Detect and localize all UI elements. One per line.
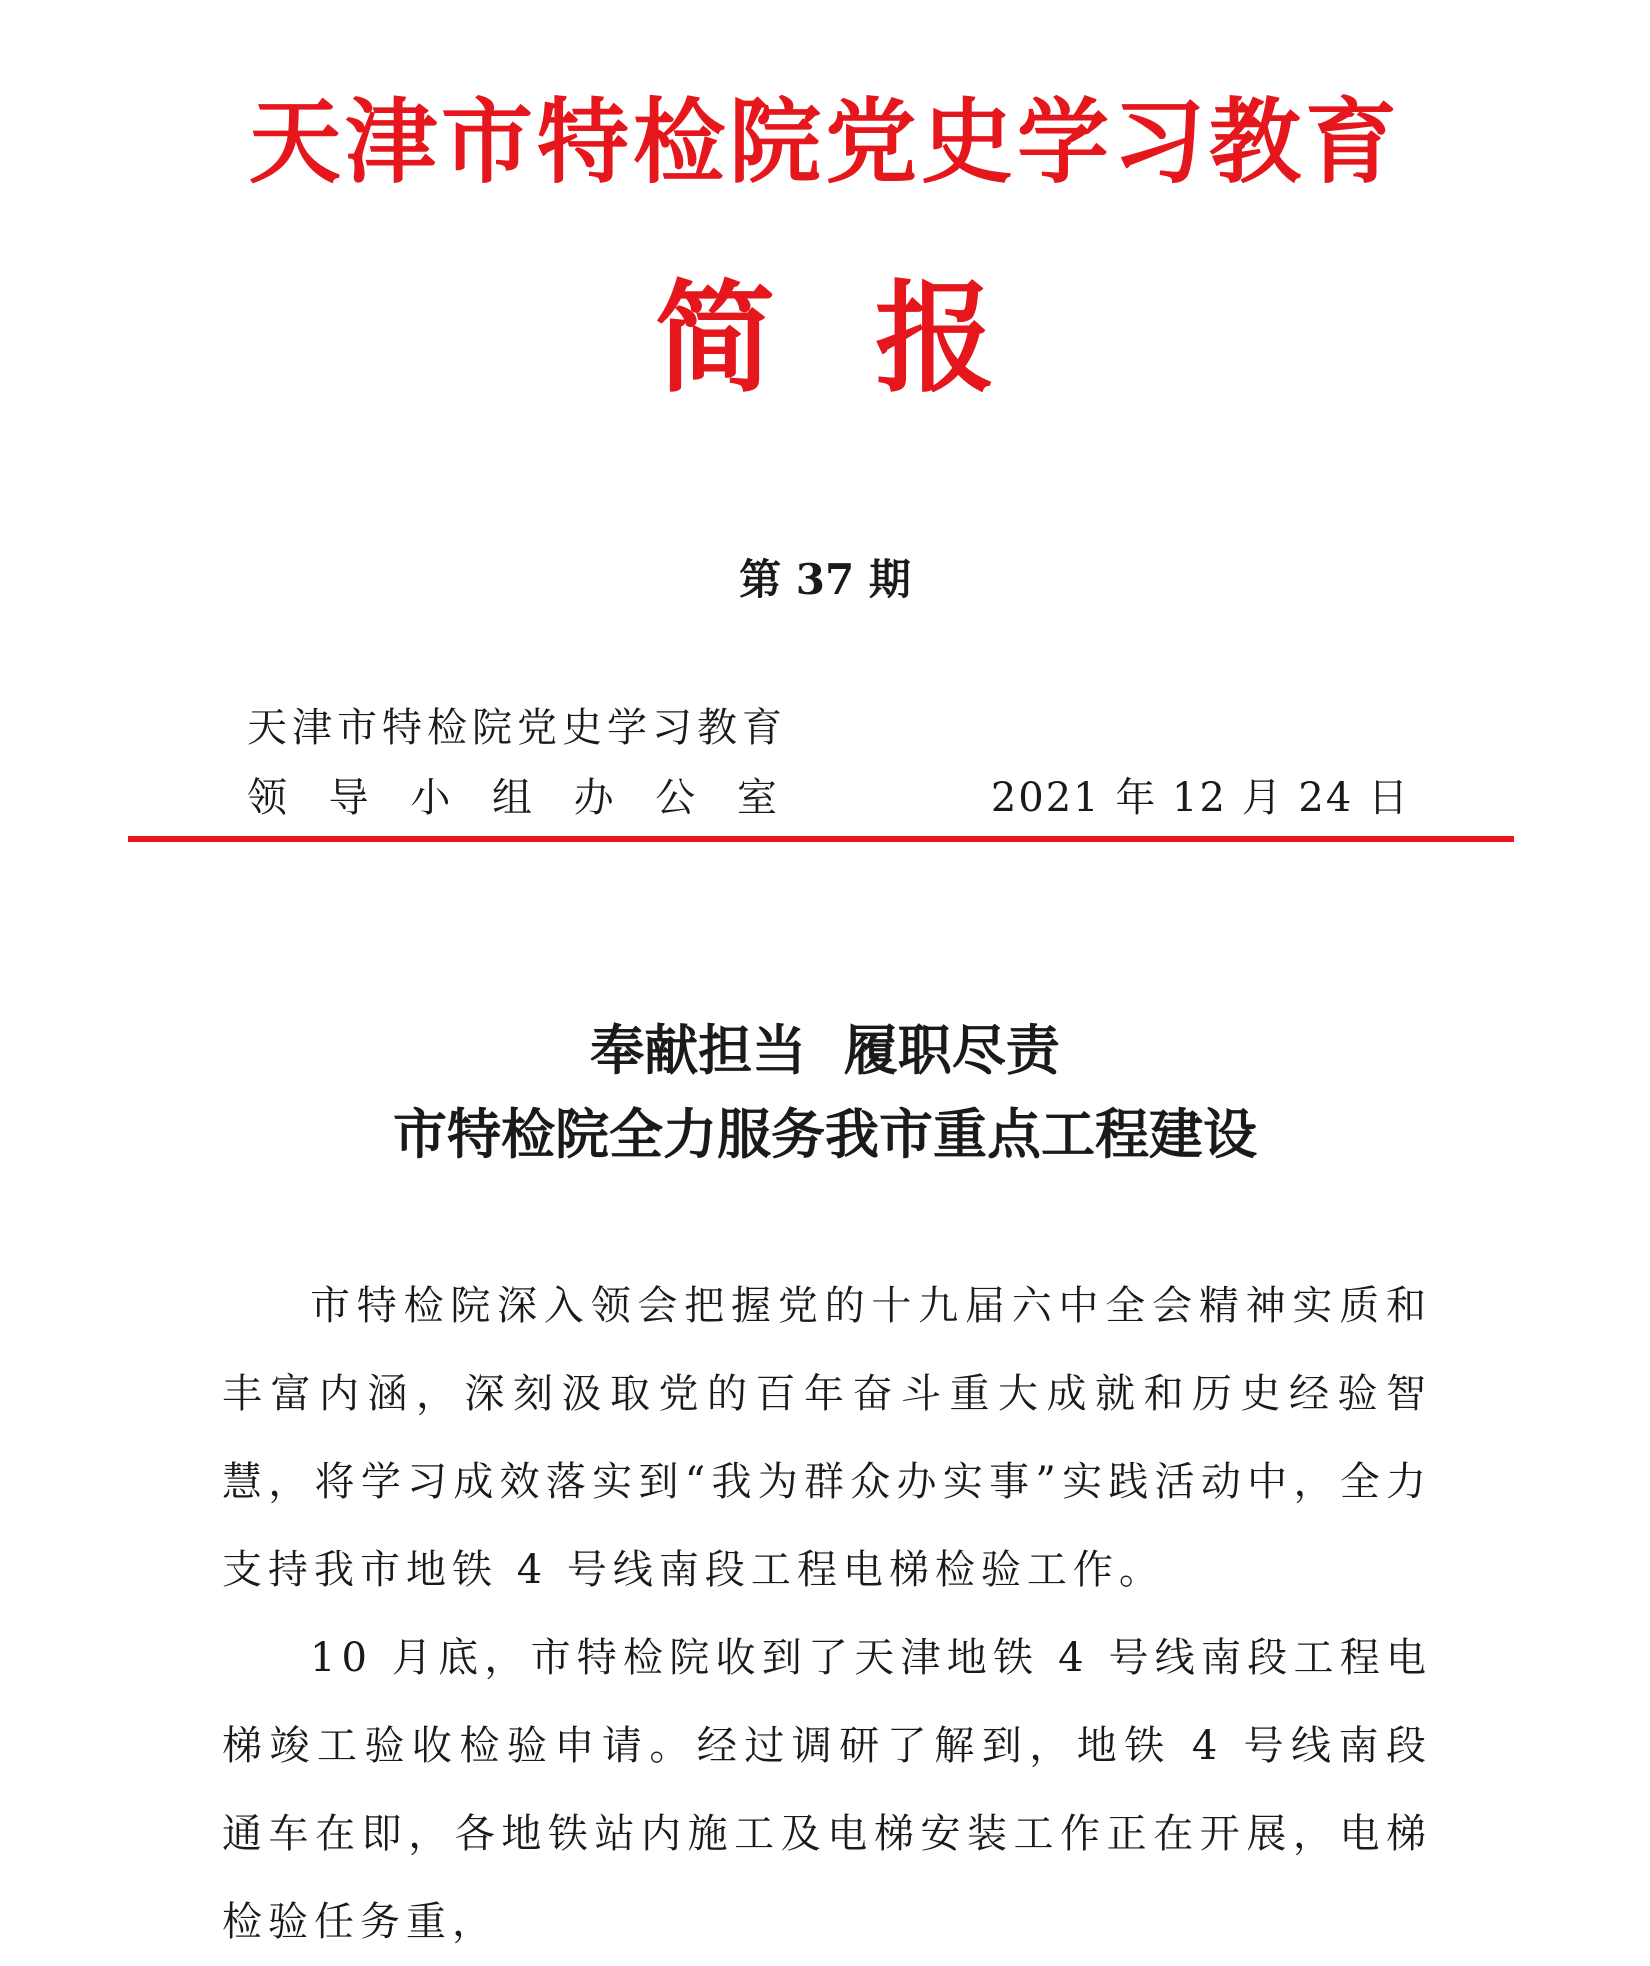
issuer-char: 公 [655,775,696,821]
issuer-char: 组 [491,775,532,821]
body-paragraph: 市特检院深入领会把握党的十九届六中全会精神实质和丰富内涵，深刻汲取党的百年奋斗重大成就和历史经验智慧，将学习成效落实到“我为群众办实事”实践活动中，全力支持我市地铁 4 号线南段工程电梯检验工作。 [222,1283,1432,1593]
article-title-line2: 市特检院全力服务我市重点工程建设 [393,1102,1257,1166]
issuer-name-line1: 天津市特检院党史学习教育 [247,705,787,751]
issuer-char: 小 [410,775,451,821]
issue-number: 第 37 期 [739,555,911,604]
article-title-line1: 奉献担当 履职尽责 [590,1018,1060,1082]
article-title [0,1008,1650,1176]
body-paragraph: 10 月底，市特检院收到了天津地铁 4 号线南段工程电梯竣工验收检验申请。经过调研了解到，地铁 4 号线南段通车在即，各地铁站内施工及电梯安装工作正在开展，电梯检验任务重， [222,1635,1432,1945]
red-divider-rule [128,836,1514,842]
issuer-name-line2 [247,770,777,826]
issuer-char: 导 [328,775,369,821]
issuer-char: 办 [573,775,614,821]
issue-date: 2021 年 12 月 24 日 [990,775,1410,821]
issuer-char: 室 [736,775,777,821]
article-body [222,1262,1432,1966]
masthead-title: 简报 [655,270,1095,409]
issuer-char: 领 [247,775,287,821]
masthead-organization: 天津市特检院党史学习教育 [248,89,1401,196]
